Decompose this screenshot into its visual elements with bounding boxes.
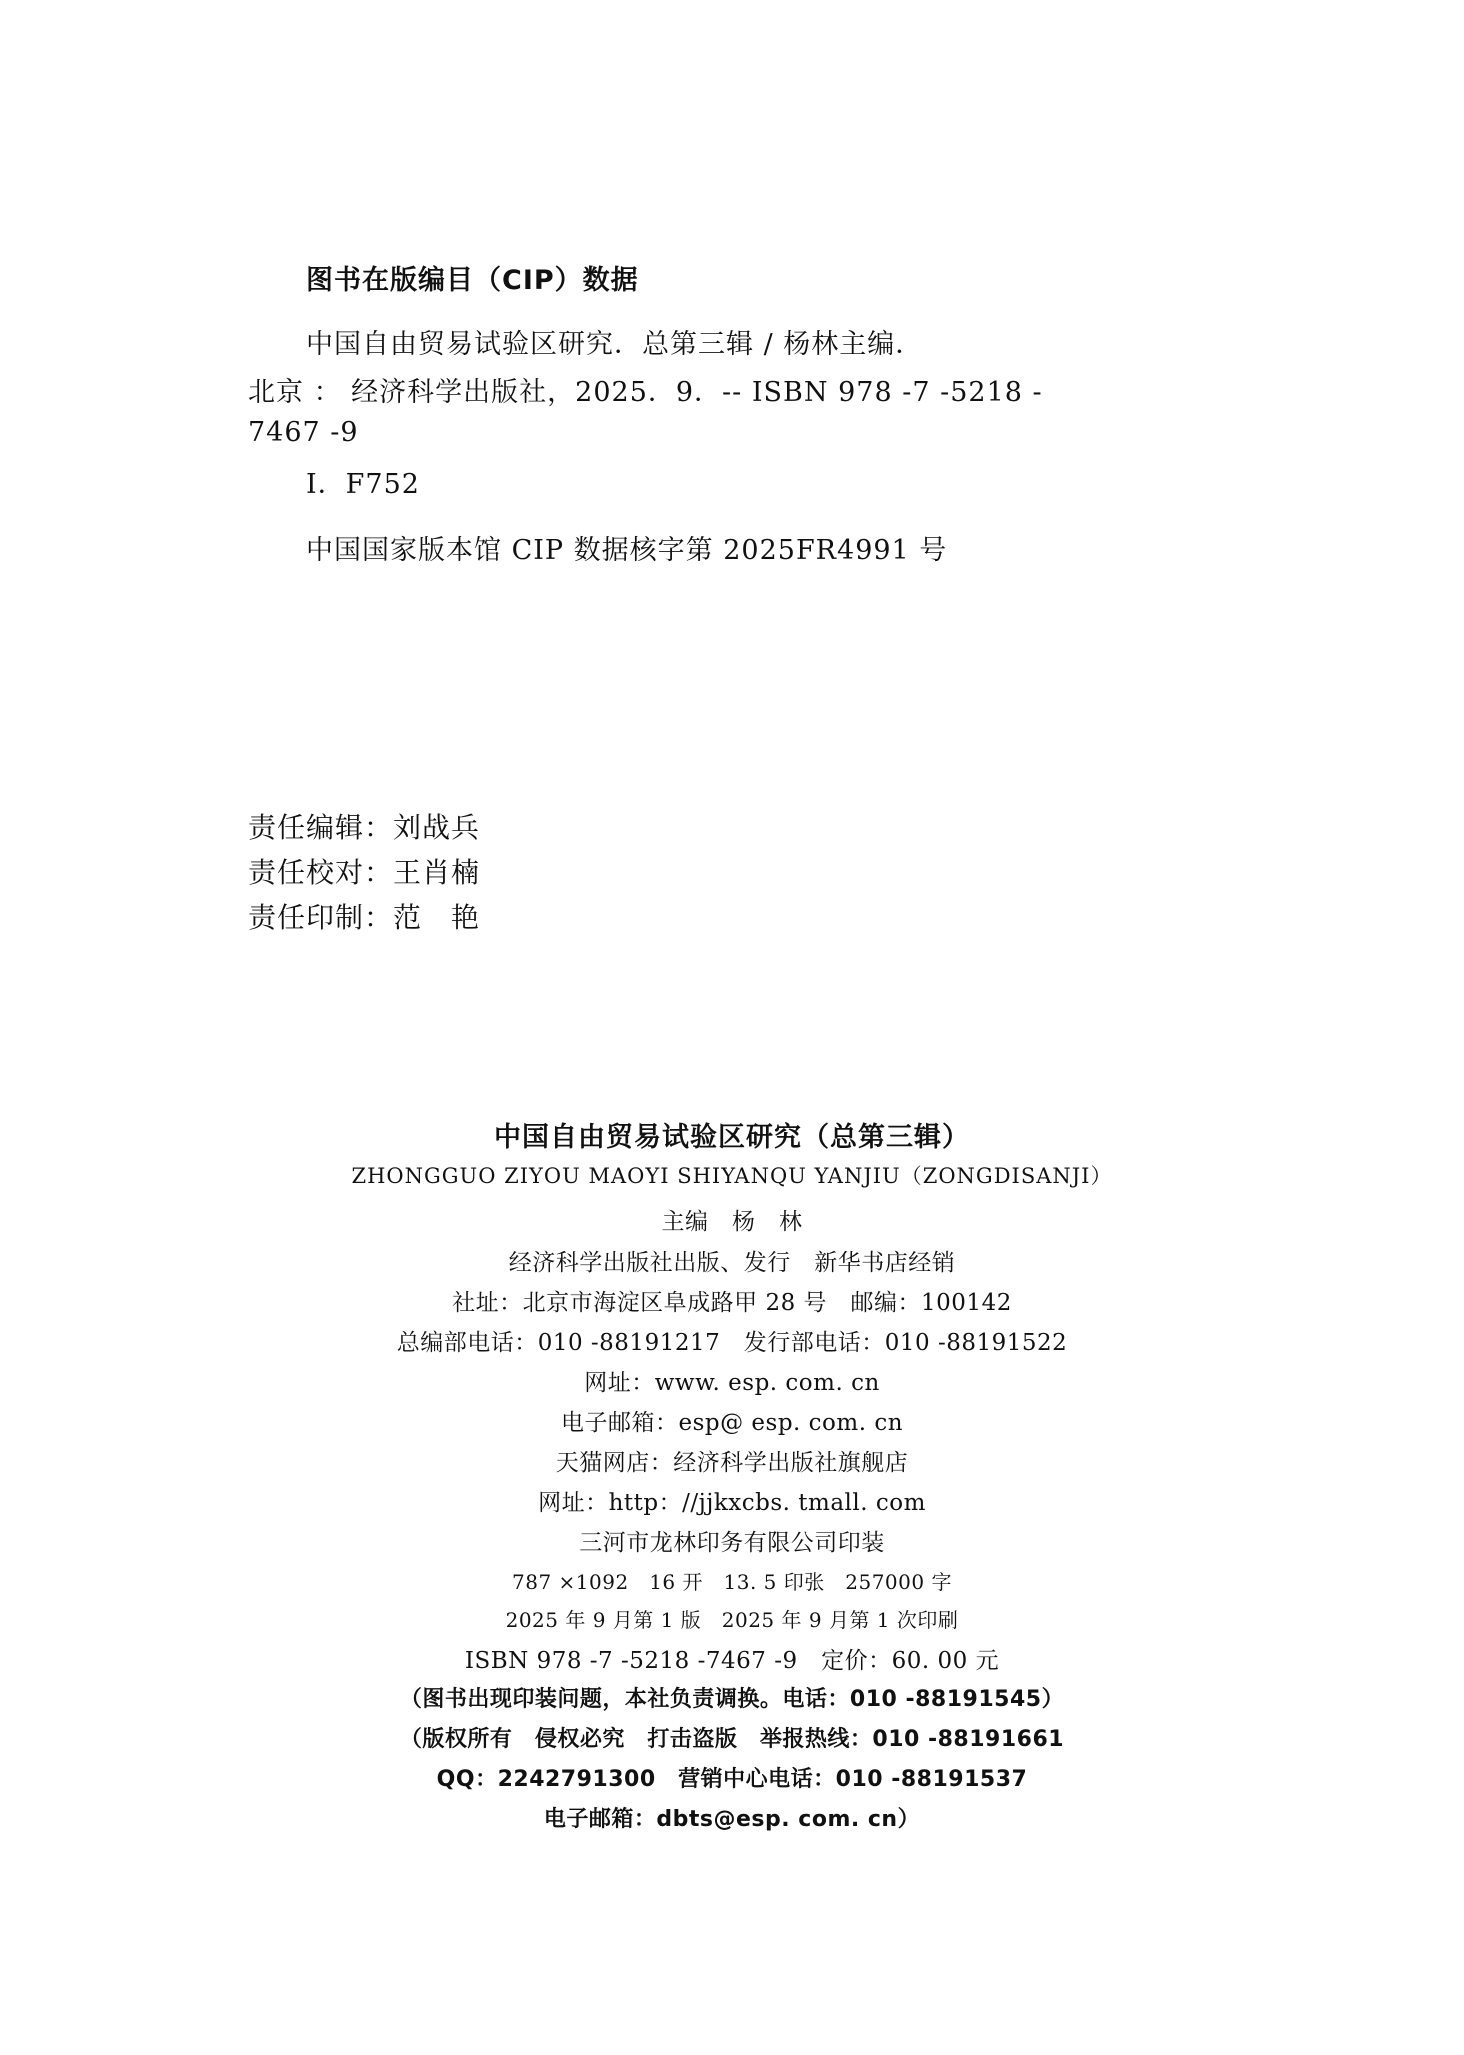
cip-line-publisher: 北京 ： 经济科学出版社，2025．9．-- ISBN 978 -7 -5218 - (248, 377, 1043, 408)
imprint-tmall-url: 网址：http：//jjkxcbs. tmall. com (538, 1490, 926, 1516)
cip-heading: 图书在版编目（CIP）数据 (306, 265, 639, 296)
imprint-edition: 2025 年 9 月第 1 版 2025 年 9 月第 1 次印刷 (505, 1608, 959, 1632)
imprint-notice-email: 电子邮箱：dbts@esp. com. cn） (543, 1807, 921, 1832)
imprint-notice-qq: QQ：2242791300 营销中心电话：010 -88191537 (436, 1767, 1028, 1792)
cip-line-record-number: 中国国家版本馆 CIP 数据核字第 2025FR4991 号 (306, 535, 948, 566)
imprint-tmall-store: 天猫网店：经济科学出版社旗舰店 (555, 1450, 909, 1476)
imprint-printer: 三河市龙林印务有限公司印装 (579, 1530, 885, 1556)
staff-print-manager: 责任印制：范 艳 (248, 901, 481, 934)
imprint-editor: 主编 杨 林 (661, 1209, 803, 1235)
imprint-isbn-price: ISBN 978 -7 -5218 -7467 -9 定价：60. 00 元 (464, 1648, 1000, 1674)
imprint-email: 电子邮箱：esp@ esp. com. cn (560, 1410, 904, 1436)
imprint-website: 网址：www. esp. com. cn (584, 1370, 880, 1396)
imprint-title: 中国自由贸易试验区研究（总第三辑） (494, 1122, 970, 1153)
imprint-publisher: 经济科学出版社出版、发行 新华书店经销 (508, 1250, 956, 1276)
imprint-notice-copyright: （版权所有 侵权必究 打击盗版 举报热线：010 -88191661 (399, 1727, 1065, 1752)
imprint-format: 787 ×1092 16 开 13. 5 印张 257000 字 (512, 1570, 952, 1594)
imprint-address: 社址：北京市海淀区阜成路甲 28 号 邮编：100142 (452, 1290, 1012, 1316)
imprint-phones: 总编部电话：010 -88191217 发行部电话：010 -88191522 (396, 1330, 1068, 1356)
cip-line-classification: Ⅰ．F752 (306, 469, 420, 500)
staff-proofreader: 责任校对：王肖楠 (248, 856, 481, 889)
imprint-notice-quality: （图书出现印装问题，本社负责调换。电话：010 -88191545） (399, 1687, 1065, 1712)
cip-line-isbn-cont: 7467 -9 (248, 417, 359, 448)
cip-line-title: 中国自由贸易试验区研究．总第三辑 / 杨林主编． (306, 329, 924, 360)
staff-editor: 责任编辑：刘战兵 (248, 811, 481, 844)
imprint-pinyin: ZHONGGUO ZIYOU MAOYI SHIYANQU YANJIU（ZONGDISANJI） (351, 1164, 1113, 1188)
